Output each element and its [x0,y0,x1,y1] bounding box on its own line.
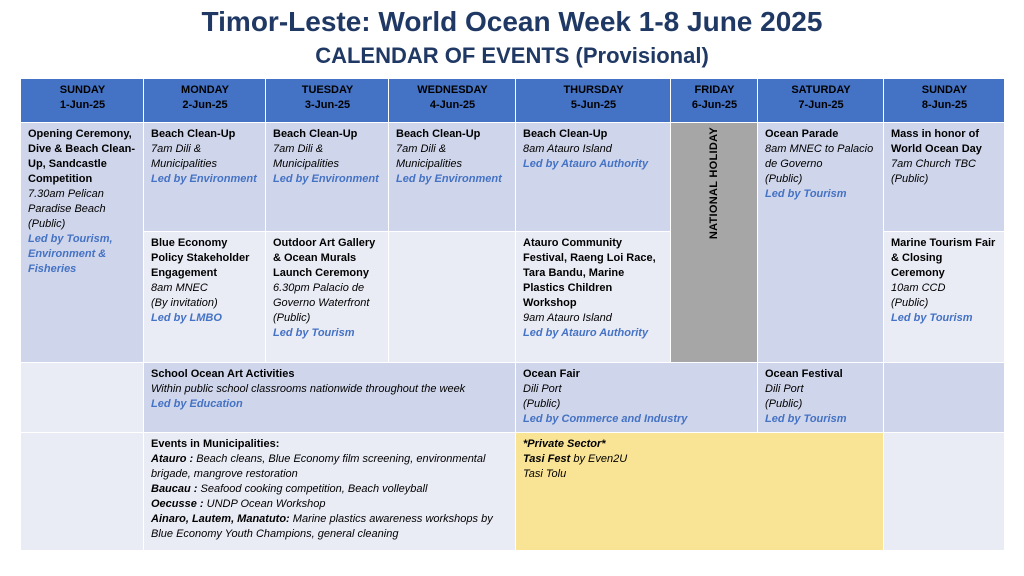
events-row-1 [21,123,1005,232]
page-subtitle: CALENDAR OF EVENTS (Provisional) [315,43,709,68]
event-cell-municipalities: Events in Municipalities: Atauro : Beach cleans, Blue Economy film screening, environmental brigade, mangrove restoration Baucau : Seafood cooking competition, Beach volleyball Oecusse : UNDP Ocean Workshop Ainaro, Lautem, Manatuto: Marine plastics awareness workshops by Blue Economy Youth Champions, general cleaning [144,433,516,551]
event-cell-mass: Mass in honor of World Ocean Day 7am Church TBC (Public) [884,123,1005,232]
empty-cell [389,232,516,363]
event-cell-ocean-fair: Ocean Fair Dili Port (Public) Led by Commerce and Industry [516,363,758,433]
empty-cell [21,433,144,551]
event-cell-opening: Opening Ceremony, Dive & Beach Clean-Up, Sandcastle Competition 7.30am Pelican Paradise Beach (Public) Led by Tourism, Environment & Fisheries [21,123,144,363]
event-cell-beach-cleanup-tue: Beach Clean-Up 7am Dili & Municipalities Led by Environment [266,123,389,232]
day-header: TUESDAY 3-Jun-25 [266,79,389,123]
empty-cell [884,363,1005,433]
event-cell-beach-cleanup-mon: Beach Clean-Up 7am Dili & Municipalities Led by Environment [144,123,266,232]
event-cell-ocean-festival: Ocean Festival Dili Port (Public) Led by Tourism [758,363,884,433]
day-header: SUNDAY 8-Jun-25 [884,79,1005,123]
municipality-item: Ainaro, Lautem, Manatuto: Marine plastics awareness workshops by Blue Economy Youth Champions, general cleaning [151,513,493,540]
events-calendar [20,78,1005,551]
event-cell-atauro-festival: Atauro Community Festival, Raeng Loi Race, Tara Bandu, Marine Plastics Children Workshop 9am Atauro Island Led by Atauro Authority [516,232,671,363]
day-header: SUNDAY 1-Jun-25 [21,79,144,123]
day-header: MONDAY 2-Jun-25 [144,79,266,123]
national-holiday-cell [671,123,758,363]
day-header: SATURDAY 7-Jun-25 [758,79,884,123]
events-row-4 [21,433,1005,551]
event-cell-beach-cleanup-wed: Beach Clean-Up 7am Dili & Municipalities Led by Environment [389,123,516,232]
event-cell-beach-cleanup-thu: Beach Clean-Up 8am Atauro Island Led by Atauro Authority [516,123,671,232]
municipality-item: Baucau : Seafood cooking competition, Beach volleyball [151,483,428,495]
event-cell-art-gallery: Outdoor Art Gallery & Ocean Murals Launch Ceremony 6.30pm Palacio de Governo Waterfront (Public) Led by Tourism [266,232,389,363]
event-cell-marine-tourism: Marine Tourism Fair & Closing Ceremony 10am CCD (Public) Led by Tourism [884,232,1005,363]
municipality-item: Atauro : Beach cleans, Blue Economy film screening, environmental brigade, mangrove restoration [151,453,486,480]
day-header: THURSDAY 5-Jun-25 [516,79,671,123]
empty-cell [884,433,1005,551]
event-cell-school-art: School Ocean Art Activities Within public school classrooms nationwide throughout the week Led by Education [144,363,516,433]
national-holiday-label: NATIONAL HOLIDAY [708,127,720,240]
header-row [21,79,1005,123]
events-row-3 [21,363,1005,433]
day-header: WEDNESDAY 4-Jun-25 [389,79,516,123]
day-header: FRIDAY 6-Jun-25 [671,79,758,123]
page-title: Timor-Leste: World Ocean Week 1-8 June 2025 [201,6,823,37]
empty-cell [21,363,144,433]
municipality-item: Oecusse : UNDP Ocean Workshop [151,498,326,510]
event-cell-ocean-parade: Ocean Parade 8am MNEC to Palacio de Governo (Public) Led by Tourism [758,123,884,363]
event-cell-private-sector: *Private Sector* Tasi Fest by Even2U Tasi Tolu [516,433,884,551]
event-cell-blue-economy: Blue Economy Policy Stakeholder Engagement 8am MNEC (By invitation) Led by LMBO [144,232,266,363]
